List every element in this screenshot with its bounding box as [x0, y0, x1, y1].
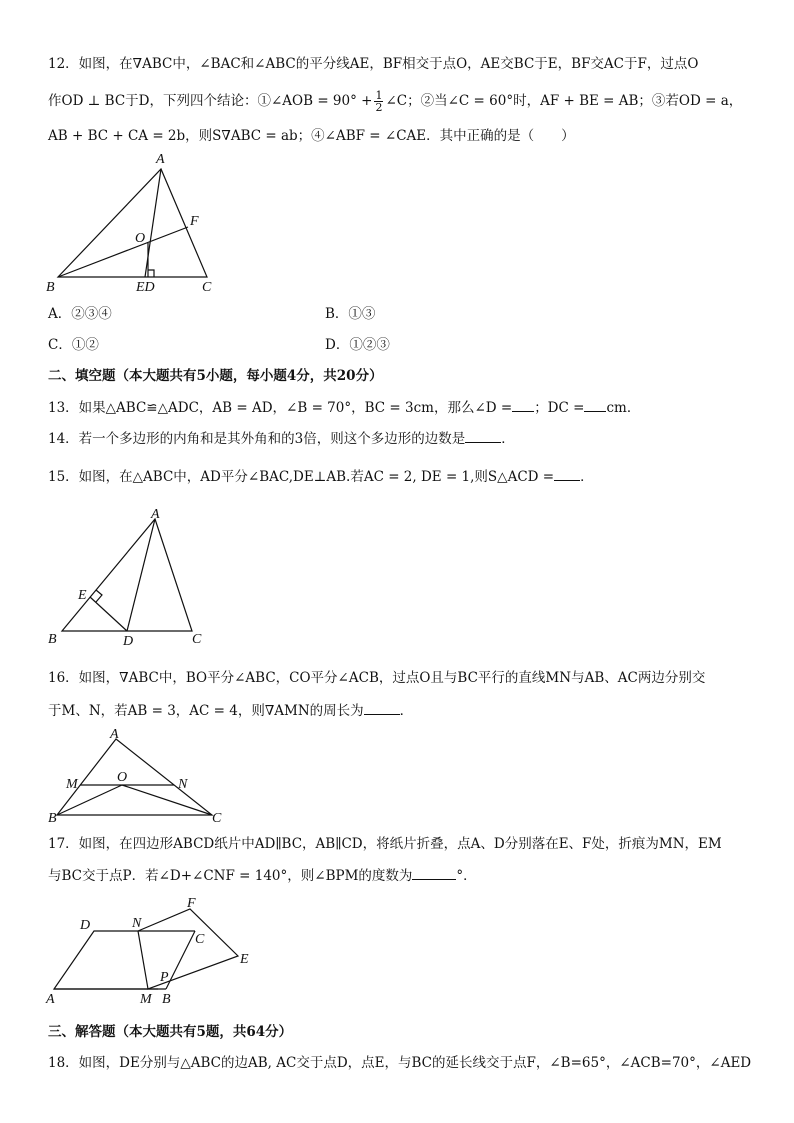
q16-triangle-abc	[57, 739, 212, 815]
q15-label-b: B	[48, 632, 57, 647]
q17-label-p: P	[160, 970, 169, 985]
q17-label-a: A	[46, 992, 55, 1007]
q12-line3: AB + BC + CA = 2b，则S∇ABC = ab；④∠ABF = ∠CAE．其中正确的是（ ）	[48, 128, 575, 144]
q12-label-c: C	[202, 280, 212, 295]
q12-label-b: B	[46, 280, 55, 295]
q17-label-d: D	[80, 918, 91, 933]
q15-figure	[40, 505, 220, 650]
q16-label-n: N	[178, 777, 188, 792]
q17-label-b: B	[162, 992, 171, 1007]
q17-label-c: C	[195, 932, 205, 947]
q14-blank[interactable]	[465, 428, 501, 443]
q12-option-c[interactable]: C．①②	[48, 337, 99, 353]
q16-figure	[40, 725, 240, 825]
q12-segment-bf	[58, 227, 188, 277]
q15-label-a: A	[151, 507, 160, 522]
q12-right-angle-mark	[148, 270, 154, 277]
fraction-one-half: $\frac{1}{2}$	[375, 89, 383, 114]
q17-label-f: F	[187, 896, 196, 911]
q12-figure	[40, 150, 240, 300]
q14-line: 14．若一个多边形的内角和是其外角和的3倍，则这个多边形的边数是 ．	[48, 428, 515, 449]
q15-blank[interactable]	[554, 466, 580, 481]
q12-label-a: A	[156, 152, 165, 167]
q17-figure	[40, 895, 270, 1010]
q12-label-ed: ED	[136, 280, 155, 295]
q15-label-d: D	[123, 634, 134, 649]
q16-segment-co	[122, 785, 212, 815]
q15-label-e: E	[78, 588, 87, 603]
q12-option-a[interactable]: A．②③④	[48, 306, 112, 322]
q16-label-a: A	[110, 727, 119, 742]
q17-label-m: M	[140, 992, 152, 1007]
q13-blank-dc[interactable]	[584, 397, 606, 412]
q17-label-n: N	[132, 916, 142, 931]
q15-triangle-abc	[62, 519, 192, 631]
q12-label-f: F	[190, 214, 199, 229]
q16-label-c: C	[212, 811, 222, 826]
q18-line1: 18．如图，DE分别与△ABC的边AB, AC交于点D，点E，与BC的延长线交于点F，∠B=65°，∠ACB=70°，∠AED	[48, 1055, 752, 1071]
q13-line: 13．如果△ABC≌△ADC，AB = AD，∠B = 70°，BC = 3cm，那么∠D = ；DC = cm．	[48, 397, 640, 418]
q16-label-m: M	[66, 777, 78, 792]
q12-line2	[48, 90, 742, 113]
q12-option-d[interactable]: D．①②③	[325, 337, 390, 353]
q17-segment-bc	[166, 931, 195, 989]
q16-line1: 16．如图，∇ABC中，BO平分∠ABC，CO平分∠ACB，过点O且与BC平行的直线MN与AB、AC两边分别交	[48, 670, 706, 686]
q16-line2: 于M、N，若AB = 3，AC = 4，则∇AMN的周长为 ．	[48, 700, 413, 721]
q15-line: 15．如图，在△ABC中，AD平分∠BAC,DE⊥AB.若AC = 2, DE = 1,则S△ACD = ．	[48, 466, 594, 487]
q15-label-c: C	[192, 632, 202, 647]
q12-segment-ae	[145, 169, 161, 277]
q17-line2: 与BC交于点P．若∠D+∠CNF = 140°，则∠BPM的度数为 °．	[48, 865, 477, 886]
q17-line1: 17．如图，在四边形ABCD纸片中AD∥BC，AB∥CD，将纸片折叠，点A、D分别落在E、F处，折痕为MN，EM	[48, 836, 722, 852]
q13-blank-angle-d[interactable]	[512, 397, 534, 412]
q16-blank[interactable]	[364, 700, 400, 715]
q12-triangle-abc	[58, 169, 207, 277]
q15-segment-de	[90, 597, 127, 631]
q12-line2-b: ∠C；②当∠C = 60°时，AF + BE = AB；③若OD = a，	[385, 93, 743, 109]
q12-label-o: O	[135, 231, 146, 246]
section-3-heading: 三、解答题（本大题共有5题，共64分）	[48, 1024, 293, 1040]
q12-line2-a: 作OD ⊥ BC于D，下列四个结论：①∠AOB = 90° +	[48, 93, 373, 109]
q17-blank[interactable]	[412, 865, 456, 880]
q16-label-b: B	[48, 811, 57, 826]
q16-label-o: O	[117, 770, 128, 785]
q12-line1: 12．如图，在∇ABC中，∠BAC和∠ABC的平分线AE，BF相交于点O，AE交BC于E，BF交AC于F，过点O	[48, 56, 699, 72]
q17-label-e: E	[240, 952, 249, 967]
q15-right-angle-mark	[96, 590, 102, 602]
q17-folded-part	[138, 909, 238, 989]
section-2-heading: 二、填空题（本大题共有5小题，每小题4分，共20分）	[48, 368, 383, 384]
q12-option-b[interactable]: B．①③	[325, 306, 376, 322]
